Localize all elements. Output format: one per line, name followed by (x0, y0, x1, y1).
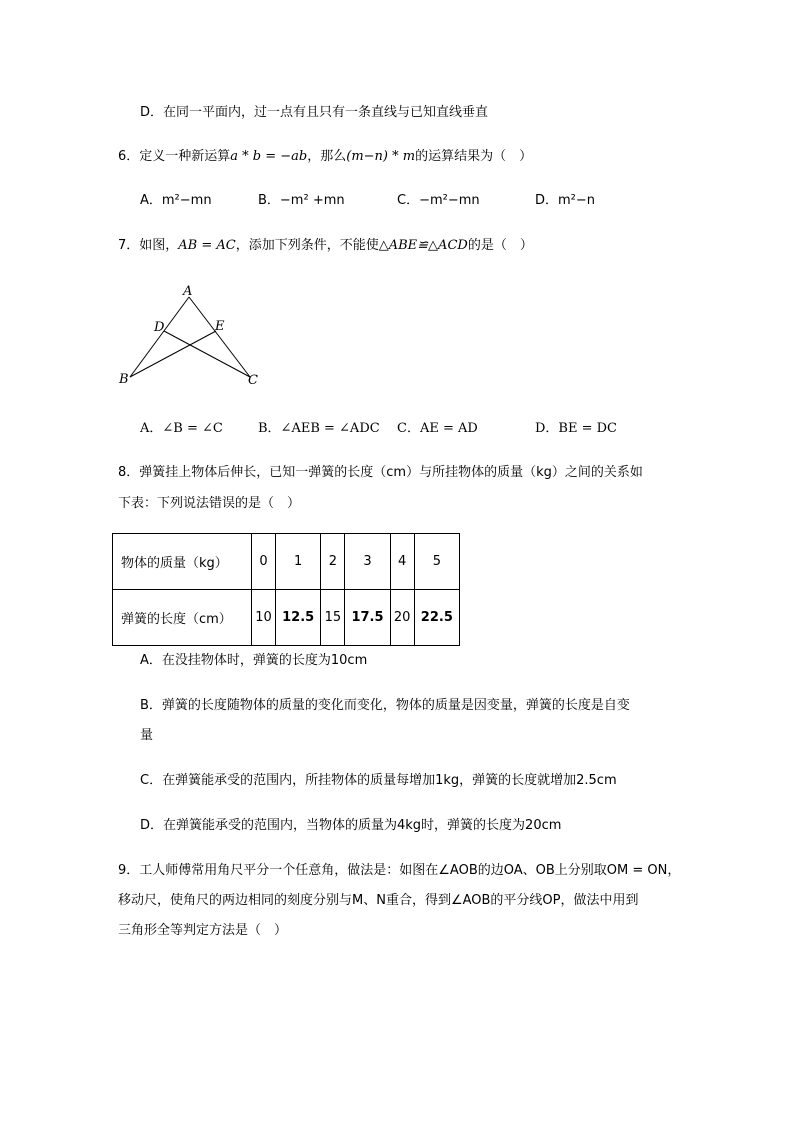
segment-ac (189, 297, 250, 377)
label-b: B (119, 372, 129, 387)
q9-stem-line1: 9．工人师傅常用角尺平分一个任意角，做法是：如图在∠AOB的边OA、OB上分别取OM = ON， (118, 863, 681, 878)
label-c: C (248, 373, 258, 388)
q7-option-b: B．∠AEB = ∠ADC (258, 421, 380, 436)
q6-mid: ，那么 (307, 149, 347, 164)
table-cell: 22.5 (414, 590, 459, 646)
q8-option-a: A．在没挂物体时，弹簧的长度为10cm (140, 653, 368, 668)
q8-option-b-line2: 量 (140, 728, 154, 743)
q7-option-c: C．AE = AD (397, 421, 478, 436)
q6-option-b: B．−m² +mn (258, 193, 345, 208)
label-e: E (215, 319, 225, 334)
table-cell: 20 (390, 590, 414, 646)
table-row (113, 534, 460, 590)
q6-option-c: C．−m²−mn (397, 193, 480, 208)
q7-suffix: 的是（ ） (467, 238, 533, 253)
q9-stem-line3: 三角形全等判定方法是（ ） (118, 923, 288, 938)
q8-option-c: C．在弹簧能承受的范围内，所挂物体的质量每增加1kg，弹簧的长度就增加2.5cm (140, 773, 617, 788)
table-cell: 0 (252, 534, 276, 590)
q6-option-d: D．m²−n (535, 193, 596, 208)
q8-option-d: D．在弹簧能承受的范围内，当物体的质量为4kg时，弹簧的长度为20cm (140, 818, 562, 833)
q8-option-b-line1: B．弹簧的长度随物体的质量的变化而变化，物体的质量是因变量，弹簧的长度是自变 (140, 698, 630, 713)
table-cell: 15 (321, 590, 345, 646)
spring-table (112, 533, 460, 646)
label-a: A (183, 284, 193, 299)
q7-option-d: D．BE = DC (535, 421, 617, 436)
segment-be (130, 331, 216, 377)
q7-prefix: 7．如图， (118, 238, 179, 253)
q6-prefix: 6．定义一种新运算 (118, 149, 231, 164)
q9-stem-line2: 移动尺，使角尺的两边相同的刻度分别与M、N重合，得到∠AOB的平分线OP，做法中用到 (118, 893, 639, 908)
q5-option-d: D．在同一平面内，过一点有且只有一条直线与已知直线垂直 (140, 105, 489, 120)
q7-triangles: △ABE≌△ACD (378, 238, 468, 253)
q6-option-a: A．m²−mn (140, 193, 212, 208)
q7-condition: AB = AC (178, 238, 236, 253)
table-cell: 12.5 (276, 590, 321, 646)
q8-stem-line2: 下表：下列说法错误的是（ ） (118, 496, 301, 511)
q6-definition: a * b = −ab (230, 149, 308, 164)
table-cell: 10 (252, 590, 276, 646)
triangle-figure (112, 280, 272, 390)
q7-stem (118, 236, 533, 256)
q6-expression: (m−n) * m (346, 149, 416, 164)
table-cell: 3 (345, 534, 390, 590)
q6-suffix: 的运算结果为（ ） (415, 149, 533, 164)
table-header-length: 弹簧的长度（cm） (113, 590, 252, 646)
table-cell: 2 (321, 534, 345, 590)
segment-cd (164, 331, 250, 377)
table-row (113, 590, 460, 646)
table-cell: 17.5 (345, 590, 390, 646)
segment-ab (130, 297, 189, 377)
table-header-mass: 物体的质量（kg） (113, 534, 252, 590)
table-cell: 1 (276, 534, 321, 590)
table-cell: 4 (390, 534, 414, 590)
q7-mid: ，添加下列条件，不能使 (235, 238, 379, 253)
table-cell: 5 (414, 534, 459, 590)
q6-stem (118, 147, 532, 167)
q7-option-a: A．∠B = ∠C (140, 421, 223, 436)
q8-stem-line1: 8．弹簧挂上物体后伸长，已知一弹簧的长度（cm）与所挂物体的质量（kg）之间的关系如 (118, 465, 643, 480)
label-d: D (154, 320, 165, 335)
